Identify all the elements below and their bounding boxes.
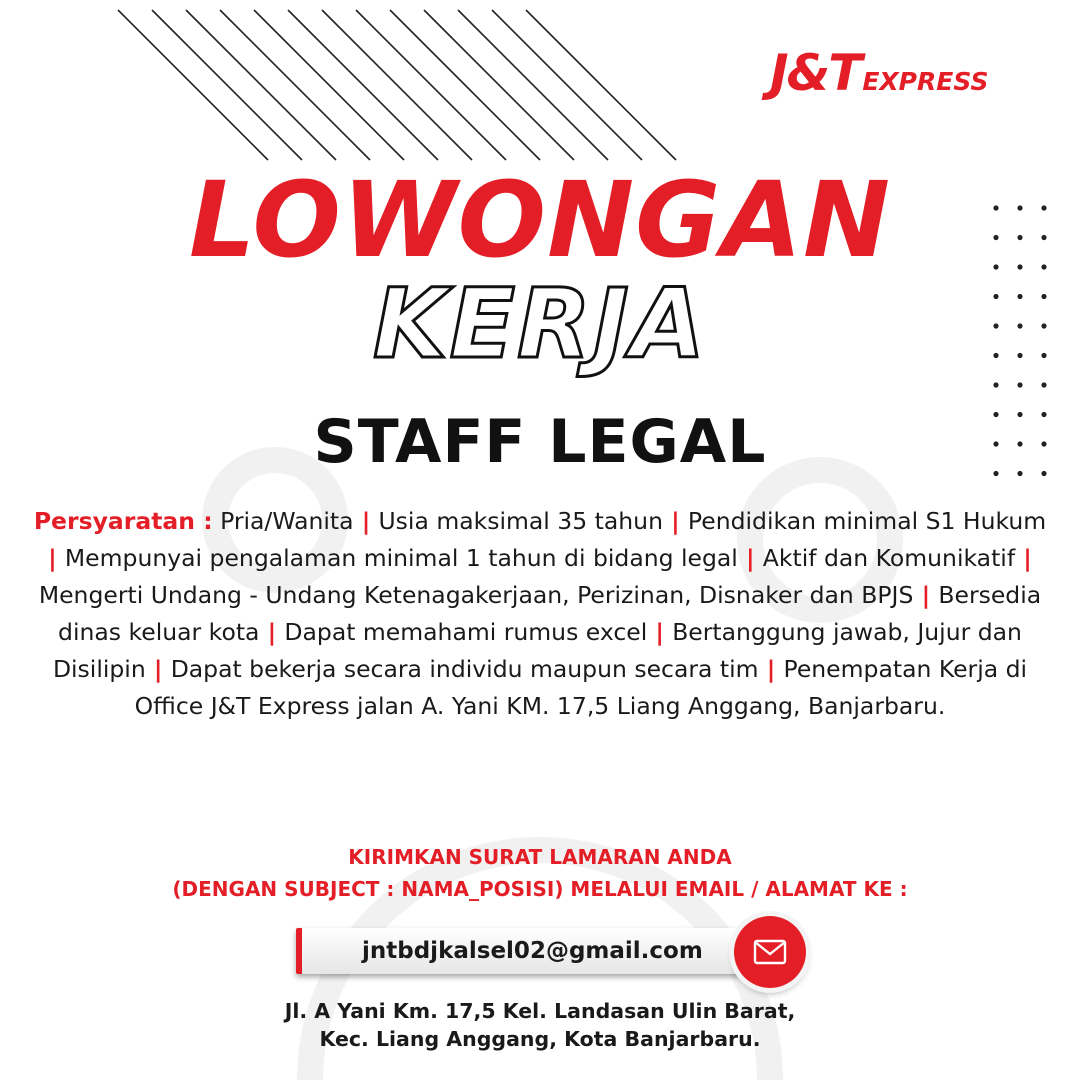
- requirement-separator: |: [353, 507, 379, 535]
- requirement-item: Bersedia dinas keluar kota: [58, 581, 1042, 646]
- mail-button[interactable]: [734, 916, 806, 988]
- requirement-separator: |: [662, 507, 688, 535]
- requirement-separator: |: [737, 544, 763, 572]
- address-line1: Jl. A Yani Km. 17,5 Kel. Landasan Ulin Barat,: [284, 999, 796, 1023]
- requirement-item: Mengerti Undang - Undang Ketenagakerjaan, Perizinan, Disnaker dan BPJS: [38, 581, 914, 609]
- headline-lowongan: LOWONGAN: [188, 159, 892, 281]
- requirement-item: Pria/Wanita: [220, 507, 354, 535]
- requirement-separator: |: [647, 618, 673, 646]
- apply-instruction-line2: (DENGAN SUBJECT : NAMA_POSISI) MELALUI EMAIL / ALAMAT KE :: [172, 877, 908, 901]
- requirement-item: Penempatan Kerja di Office J&T Express jalan A. Yani KM. 17,5 Liang Anggang, Banjarbaru.: [134, 655, 1028, 720]
- requirement-separator: |: [48, 544, 65, 572]
- requirement-separator: |: [259, 618, 285, 646]
- position-title: STAFF LEGAL: [313, 407, 767, 477]
- envelope-icon: [753, 939, 787, 965]
- brand-logo: [770, 44, 988, 102]
- logo-sub-text: EXPRESS: [862, 67, 989, 96]
- requirement-separator: |: [913, 581, 939, 609]
- requirement-separator: |: [1015, 544, 1032, 572]
- requirements-block: [30, 503, 1050, 725]
- requirement-item: Pendidikan minimal S1 Hukum: [687, 507, 1047, 535]
- requirement-item: Mempunyai pengalaman minimal 1 tahun di bidang legal: [64, 544, 738, 572]
- requirement-separator: |: [758, 655, 784, 683]
- headline-kerja: KERJA: [373, 268, 707, 380]
- requirement-separator: |: [145, 655, 171, 683]
- requirement-item: Usia maksimal 35 tahun: [378, 507, 663, 535]
- address-line2: Kec. Liang Anggang, Kota Banjarbaru.: [319, 1027, 761, 1051]
- logo-main-text: J&T: [770, 44, 861, 102]
- requirements-label: Persyaratan :: [33, 507, 213, 535]
- requirement-item: Dapat bekerja secara individu maupun secara tim: [170, 655, 759, 683]
- email-address[interactable]: jntbdjkalsel02@gmail.com: [362, 938, 703, 964]
- email-bar[interactable]: [296, 928, 776, 974]
- requirement-item: Aktif dan Komunikatif: [762, 544, 1016, 572]
- apply-instruction-line1: KIRIMKAN SURAT LAMARAN ANDA: [348, 845, 732, 869]
- requirement-item: Dapat memahami rumus excel: [284, 618, 648, 646]
- diagonal-line-pattern: [118, 10, 676, 160]
- requirements-list: [39, 507, 1046, 720]
- requirement-item: Bertanggung jawab, Jujur dan Disilipin: [52, 618, 1022, 683]
